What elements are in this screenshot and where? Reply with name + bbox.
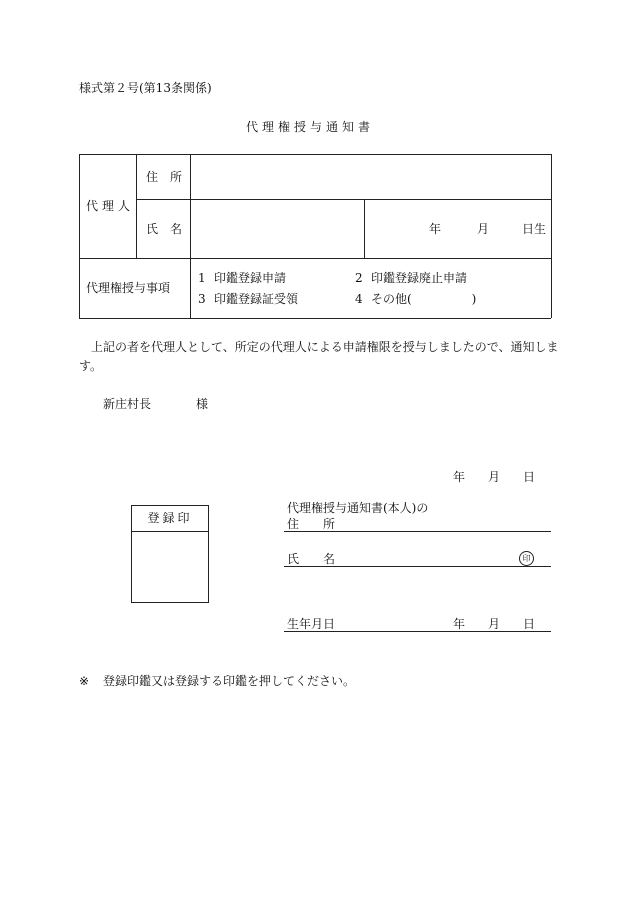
principal-birth-year: 年	[453, 617, 466, 631]
principal-birth-day: 日	[523, 617, 536, 631]
principal-birth-month: 月	[488, 617, 501, 631]
matter-item-1[interactable]	[198, 272, 286, 284]
birth-day-label: 日生	[522, 222, 547, 236]
matter-item-4[interactable]	[355, 293, 476, 305]
principal-address-label: 住 所	[287, 517, 336, 531]
matter-number: 2	[355, 271, 363, 285]
matter-text: 印鑑登録証受領	[214, 292, 299, 306]
address-label: 住 所	[146, 170, 183, 184]
addressee-honorific: 様	[196, 397, 209, 411]
principal-heading: 代理権授与通知書(本人)の	[287, 501, 429, 515]
birth-month-label: 月	[477, 222, 490, 236]
matter-text: 印鑑登録廃止申請	[371, 271, 468, 285]
date-year: 年	[453, 470, 466, 484]
agent-address-field[interactable]	[196, 171, 546, 185]
principal-birth-line[interactable]	[284, 631, 551, 632]
matter-text: その他( )	[371, 292, 477, 306]
principal-name-line[interactable]	[284, 566, 551, 567]
date-month: 月	[488, 470, 501, 484]
matter-text: 印鑑登録申請	[214, 271, 287, 285]
page-title: 代理権授与通知書	[246, 120, 375, 134]
seal-box[interactable]	[131, 505, 209, 603]
matter-item-3[interactable]	[198, 293, 298, 305]
principal-name-label: 氏 名	[287, 552, 336, 566]
note-text: 登録印鑑又は登録する印鑑を押してください。	[103, 674, 356, 688]
body-text-line1: 上記の者を代理人として、所定の代理人による申請権限を授与しましたので、通知しま	[91, 340, 559, 354]
birth-year-label: 年	[429, 222, 442, 236]
matter-number: 1	[198, 271, 206, 285]
matter-number: 3	[198, 292, 206, 306]
body-text-line2: す。	[79, 359, 103, 373]
principal-address-line[interactable]	[284, 531, 551, 532]
seal-box-label: 登録印	[132, 506, 208, 532]
form-number: 様式第２号(第13条関係)	[79, 81, 212, 95]
name-label: 氏 名	[146, 222, 183, 236]
matter-number: 4	[355, 292, 363, 306]
addressee-name: 新庄村長	[103, 397, 152, 411]
seal-mark-icon: 印	[519, 551, 534, 566]
agent-name-field[interactable]	[196, 223, 356, 237]
note-mark: ※	[79, 674, 90, 688]
matter-item-2[interactable]	[355, 272, 467, 284]
date-day: 日	[523, 470, 536, 484]
principal-birth-label: 生年月日	[287, 617, 336, 631]
matters-label: 代理権授与事項	[86, 281, 171, 295]
agent-label: 代理人	[86, 199, 135, 213]
